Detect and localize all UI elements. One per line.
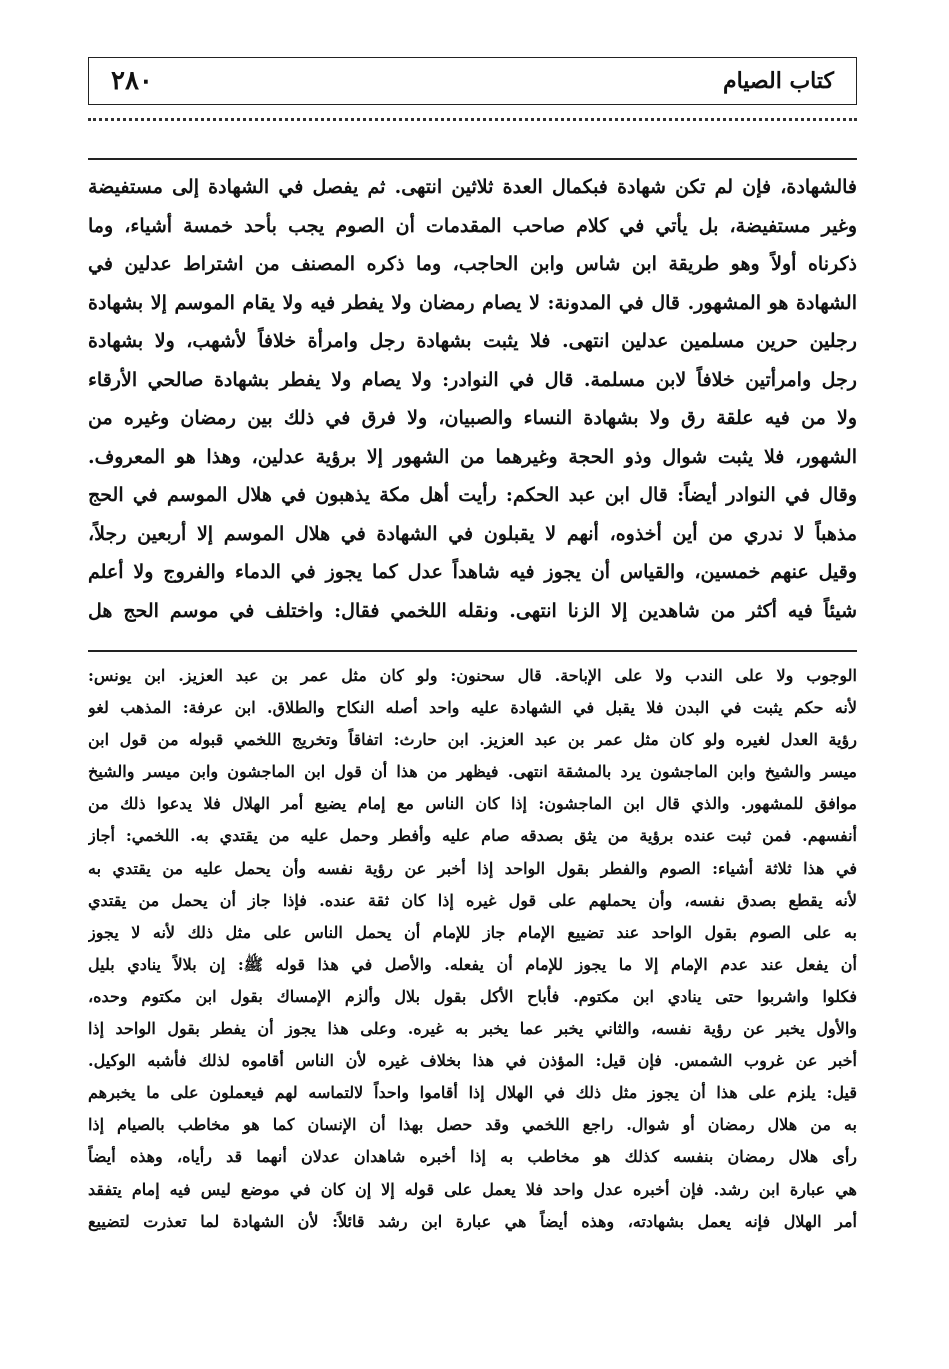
text-line: فالشهادة، فإن لم تكن شهادة فبكمال العدة ثلاثين انتهى. ثم يفصل في الشهادة إلى مستفيضة: [88, 176, 857, 198]
footnote-block: [88, 660, 857, 1238]
footnote-line: أنفسهم. فمن ثبت عنده برؤية من يثق بصدقه صام عليه وأفطر وحمل عليه من يقتدي به. اللخمي: أجاز: [88, 826, 857, 846]
footnote-line: أخبر عن غروب الشمس. فإن قيل: المؤذن في هذا بخلاف غيره لأن الناس أقاموه لذلك فأشبه الوكيل.: [88, 1051, 857, 1071]
text-line: الشهادة هو المشهور. قال في المدونة: لا يصام رمضان ولا يفطر فيه ولا يقام الموسم إلا بشهادة: [88, 291, 857, 314]
main-text-block: [88, 168, 857, 630]
text-line: رجل وامرأتين خلافاً لابن مسلمة. قال في النوادر: ولا يصام ولا يفطر بشهادة صالحي الأرقاء: [88, 368, 857, 391]
footnote-line: في هذا ثلاثة أشياء: الصوم والفطر بقول الواحد إذا أخبر عن رؤية نفسه وأن يحمل عليه من يقتدي به: [88, 858, 857, 878]
footnote-rule: [88, 650, 857, 652]
footnote-line: رأى هلال رمضان بنفسه كذلك هو مخاطب به إذا أخبره شاهدان عدلان أنهما قد رأياه، وهذه أيضاً: [88, 1147, 857, 1167]
text-line: مذهباً لا ندري من أين أخذوه، أنهم لا يقبلون في الشهادة في هلال الموسم إلا أربعين رجلاً،: [88, 522, 857, 545]
footnote-line: به على الصوم بقول الواحد عند تضييع الإمام جاز للإمام أن يحمل الناس على مثل ذلك لأنه لا يجوز: [88, 922, 857, 942]
footnote-line: أن يفعل عند عدم الإمام إلا ما يجوز للإمام أن يفعله. والأصل في هذا قوله ﷺ: إن بلالاً ينادي بليل: [88, 954, 857, 974]
footnote-line: لأنه حكم يثبت في البدن فلا يقبل في الشهادة عليه واحد أصله النكاح والطلاق. ابن عرفة: المذهب لغو: [88, 698, 857, 718]
footnote-line: والأول يخبر عن رؤية نفسه، والثاني يخبر عما يخبر به غيره. وعلى هذا يجوز أن يفطر بقول الواحد إذا: [88, 1019, 857, 1039]
footnote-line: الوجوب ولا على الندب ولا على الإباحة. قال سحنون: ولو كان مثل عمر بن عبد العزيز. ابن يونس:: [88, 666, 857, 685]
text-line: وقيل عنهم خمسين، والقياس أن يجوز فيه شاهداً عدل كما يجوز في الدماء والفروج ولا أعلم: [88, 561, 857, 583]
footnote-line: رؤية العدل لغيره ولو كان مثل عمر بن عبد العزيز. ابن حارث: اتفاقاً وتخريج اللخمي قبوله من قول ابن: [88, 730, 857, 750]
footnote-line: ميسر والشيخ وابن الماجشون يرد بالمشقة انتهى. فيظهر من هذا أن قول ابن الماجشون وابن ميسر والشيخ: [88, 762, 857, 782]
text-line: ولا من فيه علقة رق ولا بشهادة النساء والصبيان، ولا فرق في ذلك بين رمضان وغيره من: [88, 407, 857, 429]
footnote-line: هي عبارة ابن رشد. فإن أخبره عدل واحد فلا يعمل على قوله إلا إن كان في موضع ليس فيه إمام يتفقد: [88, 1179, 857, 1199]
footnote-line: أمر الهلال فإنه يعمل بشهادته، وهذه أيضاً هي عبارة ابن رشد قائلاً: لأن الشهادة لما تعذرت لتضييع: [88, 1211, 857, 1231]
text-line: وغير مستفيضة، بل يأتي في كلام صاحب المقدمات أن الصوم يجب بأحد خمسة أشياء، وما: [88, 214, 857, 237]
footnote-line: موافق للمشهور. والذي قال ابن الماجشون: إذا كان الناس مع إمام يضيع أمر الهلال فلا يدعوا ذلك من: [88, 794, 857, 814]
page-header: [88, 57, 857, 105]
footnote-line: به من هلال رمضان أو شوال. راجع اللخمي وقد حصل بهذا أن الإنسان كما هو مخاطب بالصيام إذا: [88, 1115, 857, 1135]
top-rule: [88, 158, 857, 160]
page-number: ٢٨٠: [111, 66, 153, 96]
text-line: الشهور، فلا يثبت شوال وذو الحجة وغيرهما من الشهور إلا برؤية عدلين، وهذا هو المعروف.: [88, 445, 857, 468]
footnote-line: لأنه يقطع بصدق نفسه، وأن يحملهم على قول غيره إذا كان ثقة عنده. فإذا جاز أن يحمل من يقتدي: [88, 890, 857, 910]
footnote-line: قيل: يلزم على هذا أن يجوز مثل ذلك في الهلال إذا أقاموا واحداً لالتماسه لهم فيعملون على ما يخبرهم: [88, 1083, 857, 1103]
footnote-line: فكلوا واشربوا حتى ينادي ابن مكتوم. فأباح الأكل بقول بلال وألزم الإمساك بقول ابن مكتوم وحده،: [88, 986, 857, 1006]
text-line: ذكرناه أولاً وهو طريقة ابن شاس وابن الحاجب، وما ذكره المصنف من اشتراط عدلين في: [88, 253, 857, 275]
book-title: كتاب الصيام: [722, 68, 834, 94]
text-line: وقال في النوادر أيضاً: قال ابن عبد الحكم: رأيت أهل مكة يذهبون في هلال الموسم في الحج: [88, 484, 857, 506]
dotted-separator: [88, 118, 857, 131]
text-line: رجلين حرين مسلمين عدلين انتهى. فلا يثبت بشهادة رجل وامرأة خلافاً لأشهب، ولا بشهادة: [88, 330, 857, 352]
text-line: شيئاً فيه أكثر من شاهدين إلا الزنا انتهى. ونقله اللخمي فقال: واختلف في موسم الحج هل: [88, 599, 857, 622]
